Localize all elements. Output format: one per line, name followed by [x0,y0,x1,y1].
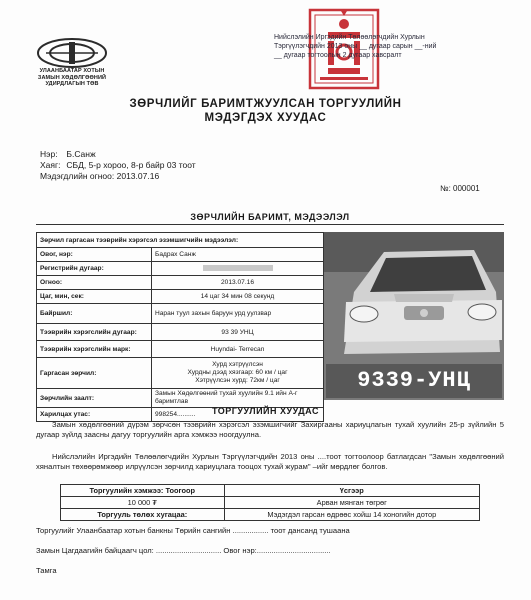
row-value: Хурд хэтрүүлсэн Хурдны дээд хязгаар: 60 км / цаг Хэтрүүлсэн хурд: 72км / цаг [152,358,324,389]
logo-line: ЗАМЫН ХӨДӨЛГӨӨНИЙ [37,74,107,81]
row-label: Байршил: [37,304,152,324]
recipient-address-row [40,160,196,171]
row-label: Тээврийн хэрэгслийн марк: [37,341,152,358]
penalty-amount-number: 10 000 ₮ [61,497,225,509]
row-label: Гаргасан зөрчил: [37,358,152,389]
row-label: Тээврийн хэрэгслийн дугаар: [37,324,152,341]
logo-text [26,68,118,88]
logo-emblem-icon [36,38,108,68]
violation-section-heading: ЗӨРЧЛИЙН БАРИМТ, МЭДЭЭЛЭЛ [36,212,504,225]
payment-deadline-label: Торгууль төлөх хугацаа: [61,509,225,521]
row-value: Замын Хөдөлгөөний тухай хуулийн 9.1 ийн А-г баримтлав [152,389,324,408]
name-value: Б.Санж [66,149,96,159]
penalty-paragraph-2: Нийслэлийн Иргэдийн Төлөөлөгчдийн Хурлын Тэргүүлэгчдийн 2013 оны ....тоот тогтоолоор батлагдсан "Замын хөдөлгөөний хяналтын төхөөрөмжөөр илрүүлсэн зөрчилд хариуцлага тооцох тухай журам" –ийг мөрдлөг болгов. [36,452,504,471]
table-row [37,262,324,276]
penalty-paragraph-1: Замын хөдөлгөөний дүрэм зөрчсөн тээврийн хэрэгсэл эзэмшигчийг Захиргааны хариуцлагын тухай хуулийн 25-р зүйлийн 5 дугаар зүйлд заасны дагуу торгуулийн арга хэмжээ ноогдуулна. [36,420,504,439]
table-row [37,324,324,341]
resolution-reference [274,33,526,60]
table-row [37,233,324,248]
violation-table [36,232,324,422]
row-label: Зөрчлийн заалт: [37,389,152,408]
table-row [61,485,480,497]
name-label: Нэр: [40,149,58,159]
row-label: Огноо: [37,276,152,290]
logo-line: УДИРДЛАГЫН ТӨВ [45,81,99,87]
resolution-line: __ дугаар тогтоолын 2 дугаар хавсралт [274,52,402,59]
penalty-table [60,484,480,521]
row-label: Цаг, мин, сек: [37,290,152,304]
row-label: Харилцах утас: [37,408,152,422]
title-line-1: ЗӨРЧЛИЙГ БАРИМТЖУУЛСАН ТОРГУУЛИЙН [129,98,402,110]
row-value: 2013.07.16 [152,276,324,290]
recipient-name-row [40,149,196,160]
owner-header: Зөрчил гаргасан тээврийн хэрэгсэл эзэмшигчийн мэдээлэл: [37,233,324,248]
recipient-info [40,149,196,182]
notice-date-label: Мэдэгдлийн огноо: [40,171,115,181]
row-value: Huyndai- Terrecan [152,341,324,358]
address-value: СБД, 5-р хороо, 8-р байр 03 тоот [66,160,196,170]
seal-label: Тамга [36,566,57,575]
table-row [37,276,324,290]
table-row [37,358,324,389]
table-row [37,248,324,262]
row-value: 998254.......... [152,408,324,422]
document-title [0,97,531,125]
address-label: Хаяг: [40,160,61,170]
title-line-2: МЭДЭГДЭХ ХУУДАС [204,112,327,124]
row-value [152,262,324,276]
row-value: Бадрах Санж [152,248,324,262]
license-plate-crop: 9339-УНЦ [326,364,502,398]
payment-deadline-value: Мэдэгдэл гарсан өдрөөс хойш 14 хоногийн дотор [224,509,479,521]
resolution-line: Тэргүүлэгчдийн 2013 оны __ дугаар сарын __-ний [274,43,437,50]
inspector-line: Замын Цагдаагийн байцаагч цол: ............................... Овог нэр:................................... [36,546,331,555]
resolution-line: Нийслэлийн Иргэдийн Төлөөлөгчдийн Хурлын [274,34,425,41]
redacted-block [203,265,273,271]
table-row [37,304,324,324]
penalty-section-heading: ТОРГУУЛИЙН ХУУДАС [212,406,319,416]
table-row [37,290,324,304]
notice-date-value: 2013.07.16 [116,171,160,181]
row-label: Овог, нэр: [37,248,152,262]
table-row [61,509,480,521]
row-label: Регистрийн дугаар: [37,262,152,276]
payment-instruction: Торгуулийг Улаанбаатар хотын банкны Төрийн сангийн ................. тоот дансанд тушаана [36,526,350,535]
table-row [61,497,480,509]
organization-logo [26,38,118,88]
table-row [37,389,324,408]
row-value: Наран туул захын баруун урд уулзвар [152,304,324,324]
penalty-amount-words: Арван мянган төгрөг [224,497,479,509]
row-value: 93 39 УНЦ [152,324,324,341]
document-number: №: 000001 [440,184,480,193]
penalty-amount-words-label: Үсгээр [224,485,479,497]
notice-date-row [40,171,196,182]
row-value: 14 цаг 34 мин 08 секунд [152,290,324,304]
logo-line: УЛААНБААТАР ХОТЫН [39,68,105,74]
table-row [37,341,324,358]
penalty-amount-label: Торгуулийн хэмжээ: Тоогоор [61,485,225,497]
